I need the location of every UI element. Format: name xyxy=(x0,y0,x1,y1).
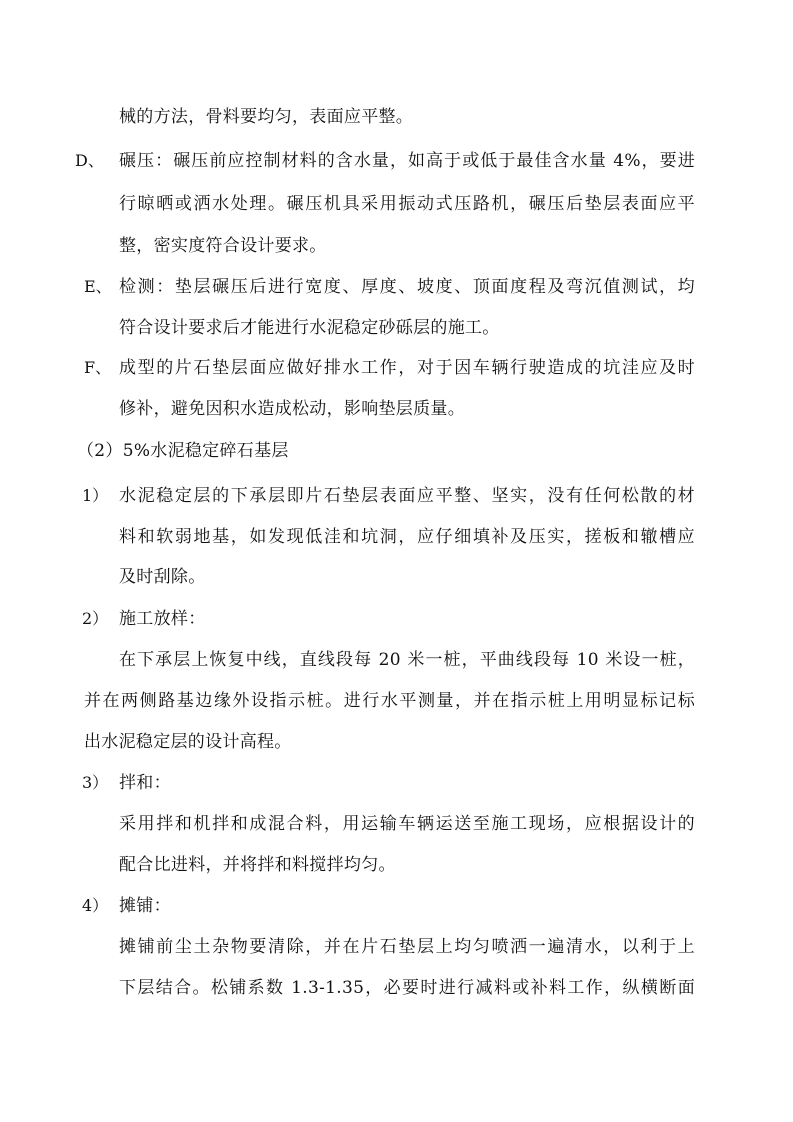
paragraph-line: 水泥稳定层的下承层即片石垫层表面应平整、坚实，没有任何松散的材 xyxy=(119,486,695,506)
paragraph-line: 采用拌和机拌和成混合料，用运输车辆运送至施工现场，应根据设计的 xyxy=(119,814,695,834)
paragraph-line: 成型的片石垫层面应做好排水工作，对于因车辆行驶造成的坑洼应及时 xyxy=(119,358,695,378)
paragraph-line: 摊铺前尘土杂物要清除，并在片石垫层上均匀喷洒一遍清水，以利于上 xyxy=(119,937,695,957)
paragraph-line: 检测：垫层碾压后进行宽度、厚度、坡度、顶面度程及弯沉值测试，均 xyxy=(119,277,695,297)
paragraph-line: 下层结合。松铺系数 1.3-1.35，必要时进行减料或补料工作，纵横断面 xyxy=(119,978,695,998)
paragraph-line: 及时刮除。 xyxy=(119,567,206,587)
paragraph-line: 出水泥稳定层的设计高程。 xyxy=(84,732,292,752)
paragraph-line: 碾压：碾压前应控制材料的含水量，如高于或低于最佳含水量 4%，要进 xyxy=(119,151,695,171)
item-marker: E、 xyxy=(84,277,112,296)
step-marker: 1） xyxy=(82,486,109,505)
paragraph-line: 修补，避免因积水造成松动，影响垫层质量。 xyxy=(119,399,465,419)
paragraph-line: 在下承层上恢复中线，直线段每 20 米一桩，平曲线段每 10 米设一桩， xyxy=(119,650,695,670)
paragraph-line: 符合设计要求后才能进行水泥稳定砂砾层的施工。 xyxy=(119,318,500,338)
paragraph-line: 行晾晒或洒水处理。碾压机具采用振动式压路机，碾压后垫层表面应平 xyxy=(119,194,695,214)
paragraph-line: 整，密实度符合设计要求。 xyxy=(119,236,327,256)
step-title: 拌和： xyxy=(119,773,171,793)
paragraph-line: 械的方法，骨料要均匀，表面应平整。 xyxy=(119,107,414,127)
step-title: 施工放样： xyxy=(119,609,206,629)
step-title: 摊铺： xyxy=(119,896,171,916)
paragraph-line: 料和软弱地基，如发现低洼和坑洞，应仔细填补及压实，搓板和辙槽应 xyxy=(119,527,695,547)
section-heading: （2）5%水泥稳定碎石基层 xyxy=(77,441,289,461)
item-marker: D、 xyxy=(75,151,104,170)
step-marker: 2） xyxy=(82,609,109,628)
paragraph-line: 配合比进料，并将拌和料搅拌均匀。 xyxy=(119,855,396,875)
step-marker: 3） xyxy=(82,773,109,792)
item-marker: F、 xyxy=(84,358,112,377)
paragraph-line: 并在两侧路基边缘外设指示桩。进行水平测量，并在指示桩上用明显标记标 xyxy=(84,691,695,711)
step-marker: 4） xyxy=(82,896,109,915)
